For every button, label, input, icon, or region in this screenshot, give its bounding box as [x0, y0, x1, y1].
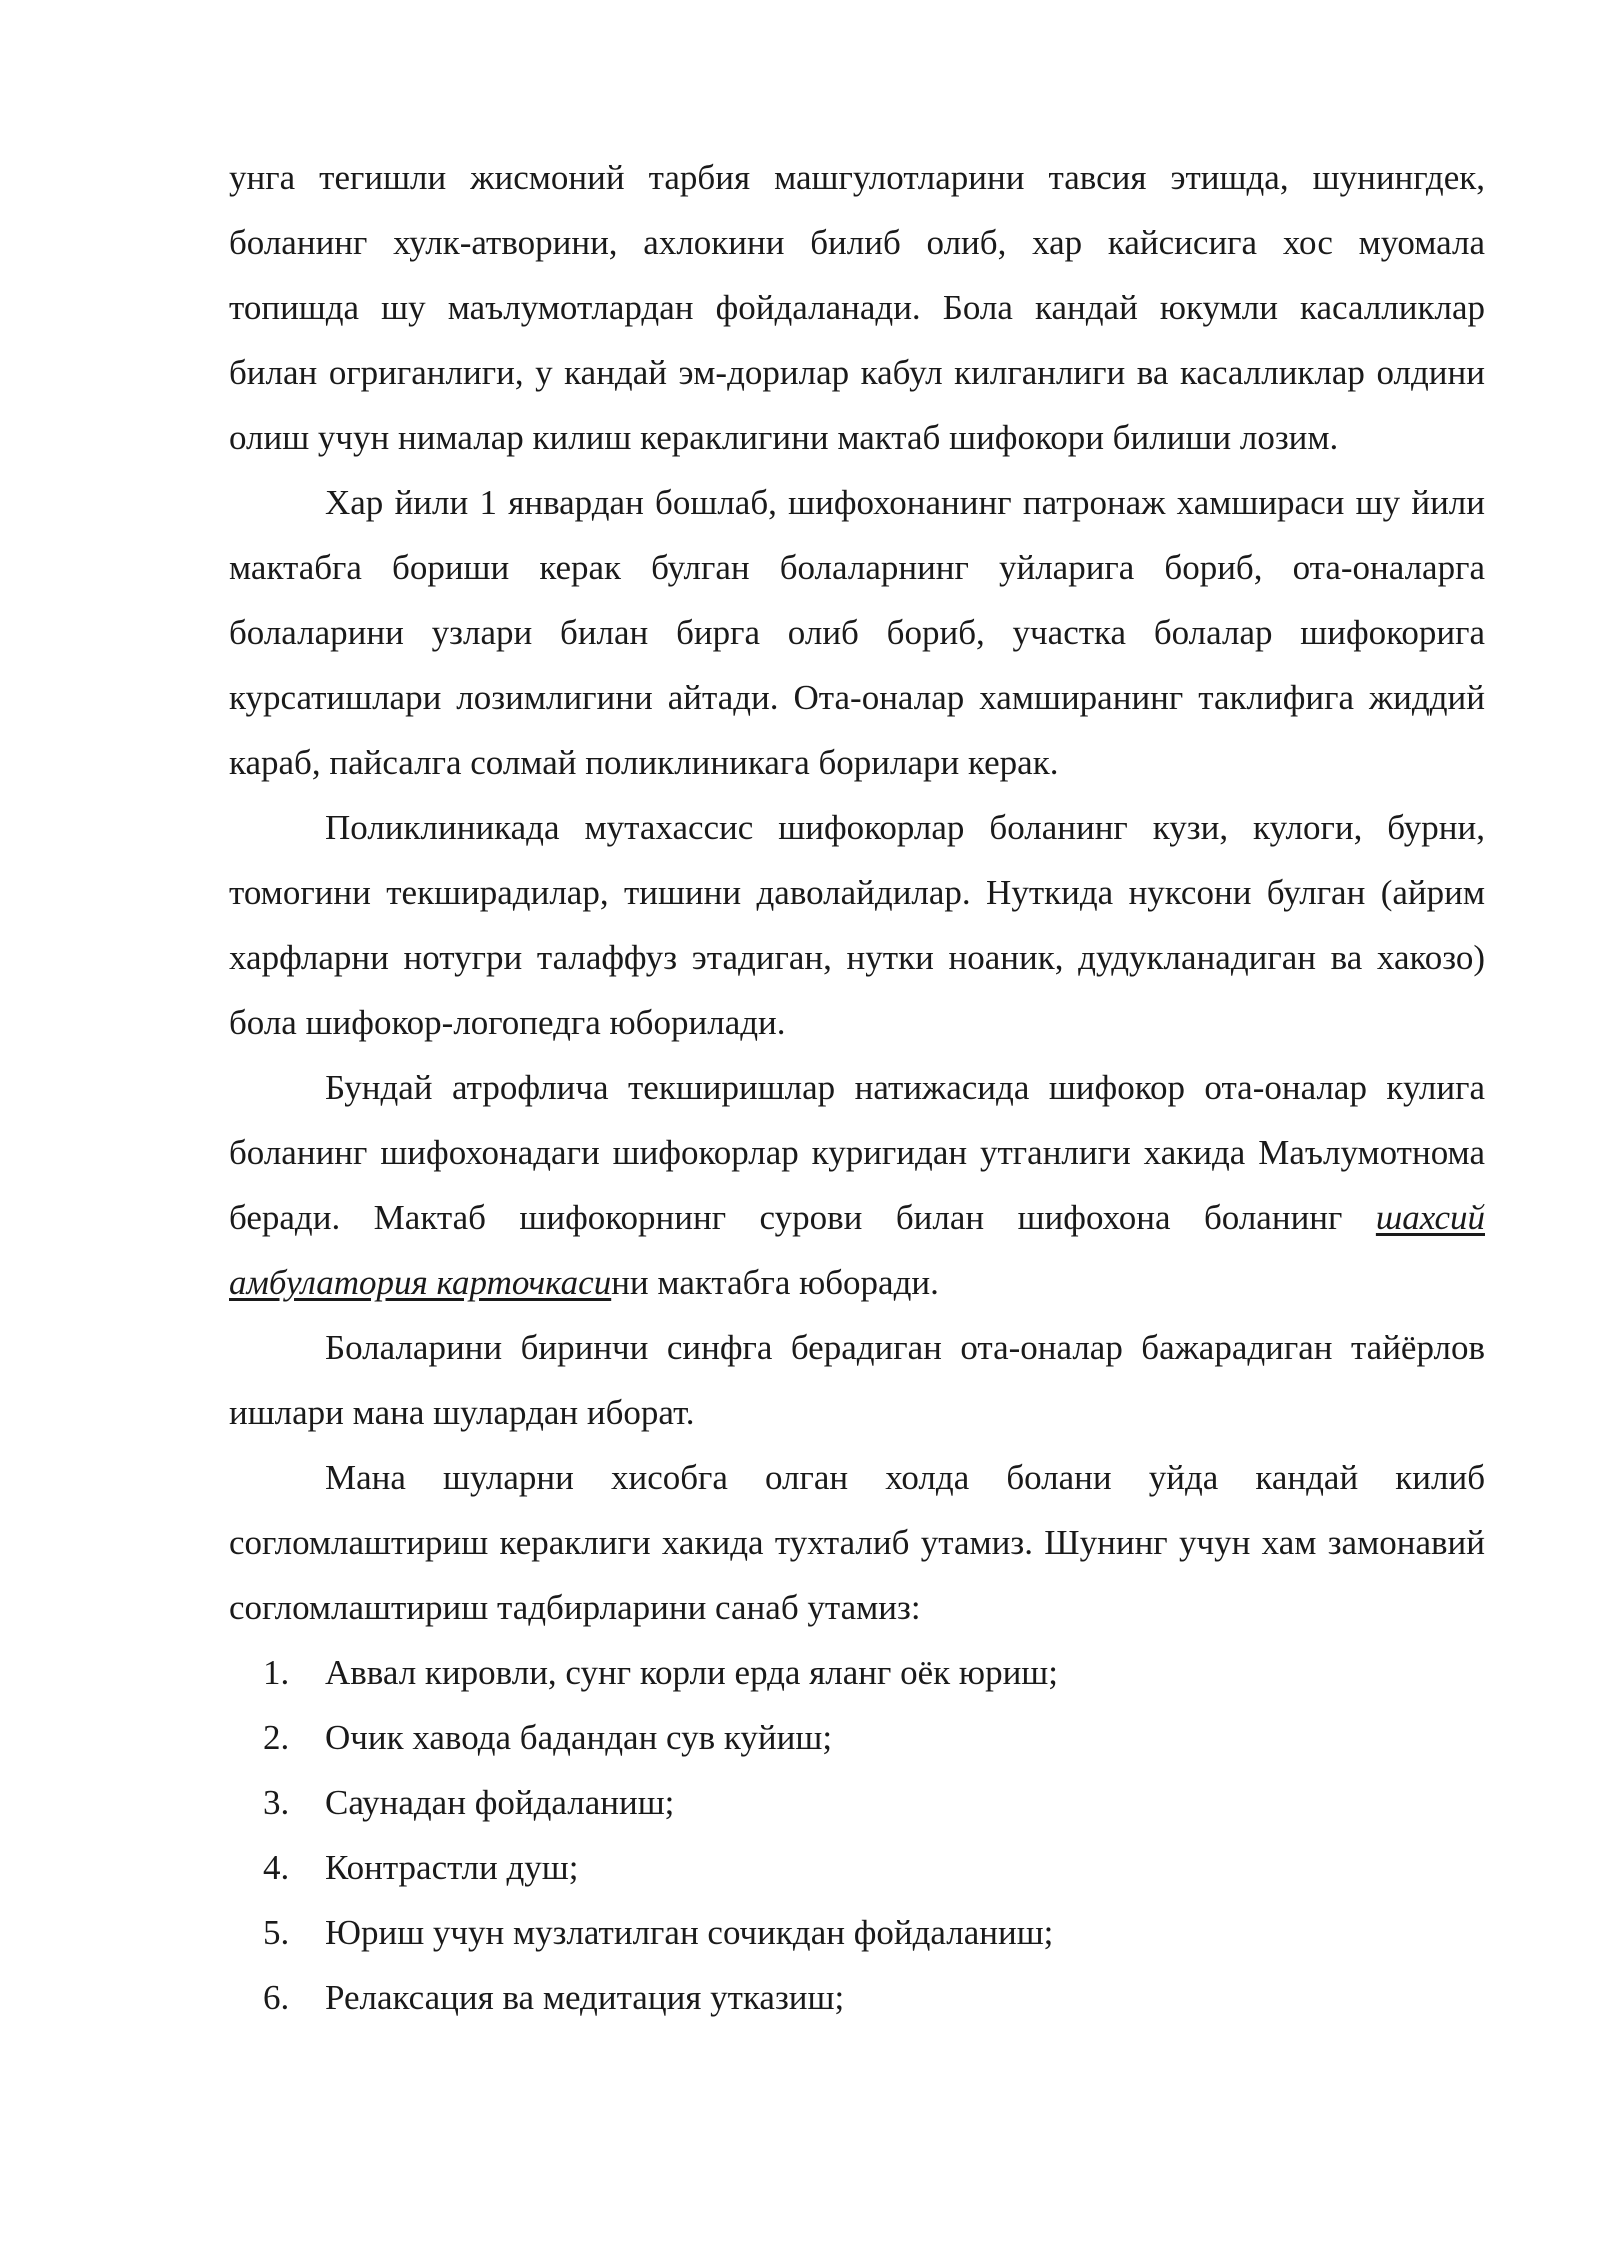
list-item: [229, 1640, 1485, 1705]
list-item: [229, 1770, 1485, 1835]
list-item-number: 3.: [263, 1783, 290, 1822]
paragraph-continuation: унга тегишли жисмоний тарбия машгулотларини тавсия этишда, шунингдек, боланинг хулк-атворини, ахлокини билиб олиб, хар кайсисига хос муомала топишда шу маълумотлардан фойдаланади. Бола кандай юкумли касалликлар билан огриганлиги, у кандай эм-дорилар кабул килганлиги ва касалликлар олдини олиш учун нималар килиш кераклигини мактаб шифокори билиши лозим.: [229, 158, 1485, 457]
list-item-text: Юриш учун музлатилган сочикдан фойдаланиш;: [325, 1913, 1054, 1952]
list-item: [229, 1705, 1485, 1770]
paragraph-health-measures-intro: Мана шуларни хисобга олган холда болани уйда кандай килиб согломлаштириш кераклиги хакида тухталиб утамиз. Шунинг учун хам замонавий согломлаштириш тадбирларини санаб утамиз:: [229, 1458, 1485, 1627]
paragraph-polyclinic-exam: Поликлиникада мутахассис шифокорлар боланинг кузи, кулоги, бурни, томогини текширадилар, тишини даволайдилар. Нуткида нуксони булган (айрим харфларни нотугри талаффуз этадиган, нутки ноаник, дудукланадиган ва хакозо) бола шифокор-логопедга юборилади.: [229, 808, 1485, 1042]
paragraph-patronage-nurse: Хар йили 1 январдан бошлаб, шифохонанинг патронаж хамшираси шу йили мактабга бориши керак булган болаларнинг уйларига бориб, ота-оналарга болаларини узлари билан бирга олиб бориб, участка болалар шифокорига курсатишлари лозимлигини айтади. Ота-оналар хамширанинг таклифига жиддий караб, пайсалга солмай поликлиникага борилари керак.: [229, 483, 1485, 782]
list-item-number: 5.: [263, 1913, 290, 1952]
list-item: [229, 1835, 1485, 1900]
health-measures-list: [229, 1640, 1485, 2030]
list-item-number: 2.: [263, 1718, 290, 1757]
paragraph-text-after-link: ни мактабга юборади.: [611, 1263, 939, 1302]
list-item: [229, 1965, 1485, 2030]
paragraph-preparation-summary: Болаларини биринчи синфга берадиган ота-оналар бажарадиган тайёрлов ишлари мана шулардан иборат.: [229, 1328, 1485, 1432]
list-item-text: Очик хавода бадандан сув куйиш;: [325, 1718, 833, 1757]
paragraph-medical-certificate: [229, 1055, 1485, 1315]
list-item-text: Релаксация ва медитация утказиш;: [325, 1978, 845, 2017]
list-item-text: Саунадан фойдаланиш;: [325, 1783, 675, 1822]
ambulatory-card-link[interactable]: шахсий амбулатория карточкаси: [229, 1198, 1485, 1302]
list-item-number: 1.: [263, 1653, 290, 1692]
list-item-text: Контрастли душ;: [325, 1848, 579, 1887]
list-item: [229, 1900, 1485, 1965]
list-item-number: 4.: [263, 1848, 290, 1887]
paragraph-text-before-link: Бундай атрофлича текширишлар натижасида шифокор ота-оналар кулига боланинг шифохонадаги шифокорлар куригидан утганлиги хакида Маълумотнома беради. Мактаб шифокорнинг сурови билан шифохона боланинг: [229, 1068, 1485, 1237]
list-item-text: Аввал кировли, сунг корли ерда яланг оёк юриш;: [325, 1653, 1058, 1692]
document-body: [229, 145, 1485, 2030]
list-item-number: 6.: [263, 1978, 290, 2017]
